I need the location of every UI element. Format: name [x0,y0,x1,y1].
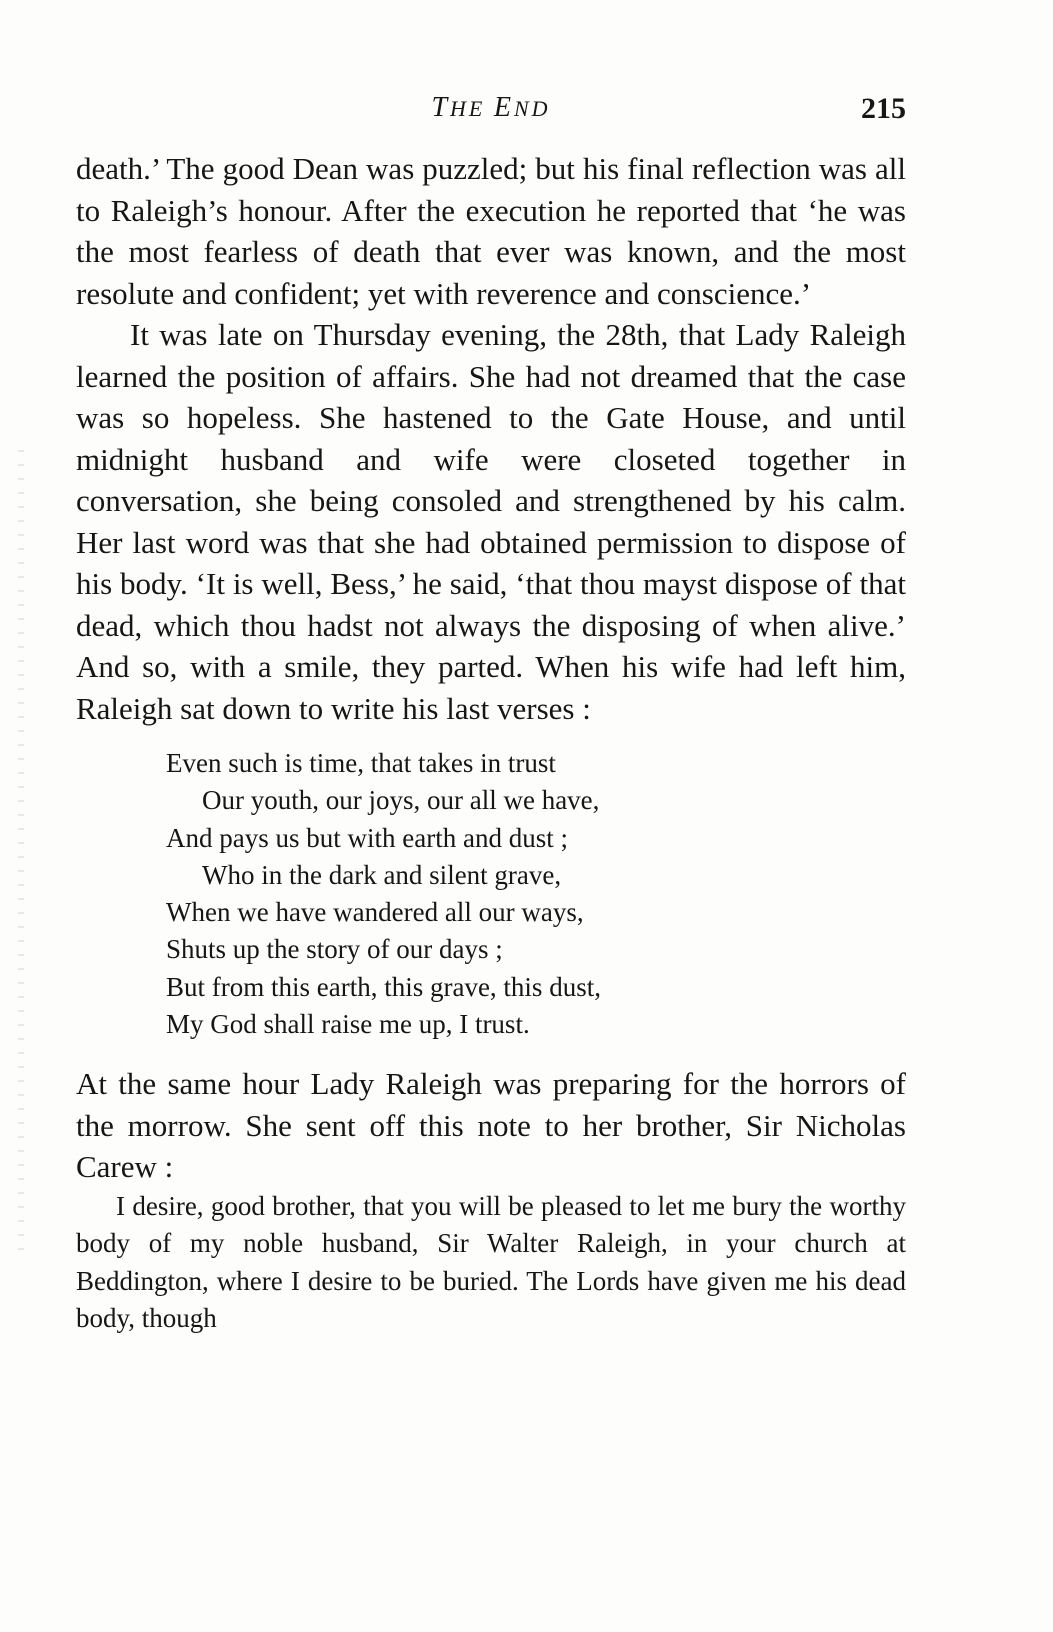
running-title-initial: T [431,92,451,123]
verse-line: When we have wandered all our ways, [166,897,584,928]
running-title-smallcaps: HE [450,96,494,121]
page-number: 215 [861,92,906,125]
body-text [76,148,906,1338]
verse-line: My God shall raise me up, I trust. [166,1009,530,1040]
paragraph-same-hour: At the same hour Lady Raleigh was preparing for the horrors of the morrow. She sent off this note to her brother, Sir Nicholas Carew : [76,1066,906,1185]
letter-quote: I desire, good brother, that you will be pleased to let me bury the worthy body of my noble husband, Sir Walter Raleigh, in your church at Beddington, where I desire to be buried. The Lords have given me his dead body, though [76,1190,906,1334]
verse-line: Even such is time, that takes in trust [166,748,556,778]
page-header [76,92,906,132]
running-title-initial-2: E [493,92,514,123]
verse-block [76,745,906,1043]
verse-line: Who in the dark and silent grave, [202,859,562,890]
running-title [76,92,906,124]
paragraph-lady-raleigh: It was late on Thursday evening, the 28th, that Lady Raleigh learned the position of affairs. She had not dreamed that the case was so hopeless. She hastened to the Gate House, and until midnight husband and wife were closeted together in conversation, she being consoled and strengthened by his calm. Her last word was that she had obtained permission to dispose of his body. ‘It is well, Bess,’ he said, ‘that thou mayst dispose of that dead, which thou hadst not always the disposing of when alive.’ And so, with a smile, they parted. When his wife had left him, Raleigh sat down to write his last verses : [76,317,906,726]
verse-line: Our youth, our joys, our all we have, [202,785,600,816]
scan-gutter-marks [18,450,24,1250]
verse-line: And pays us but with earth and dust ; [166,822,568,853]
running-title-smallcaps-2: ND [513,96,551,121]
verse-line: But from this earth, this grave, this dust, [166,971,601,1002]
verse-line: Shuts up the story of our days ; [166,934,503,965]
paragraph-dean: death.’ The good Dean was puzzled; but his final reflection was all to Raleigh’s honour. After the execution he reported that ‘he was the most fearless of death that ever was known, and the most resolute and confident; yet with reverence and conscience.’ [76,151,906,311]
